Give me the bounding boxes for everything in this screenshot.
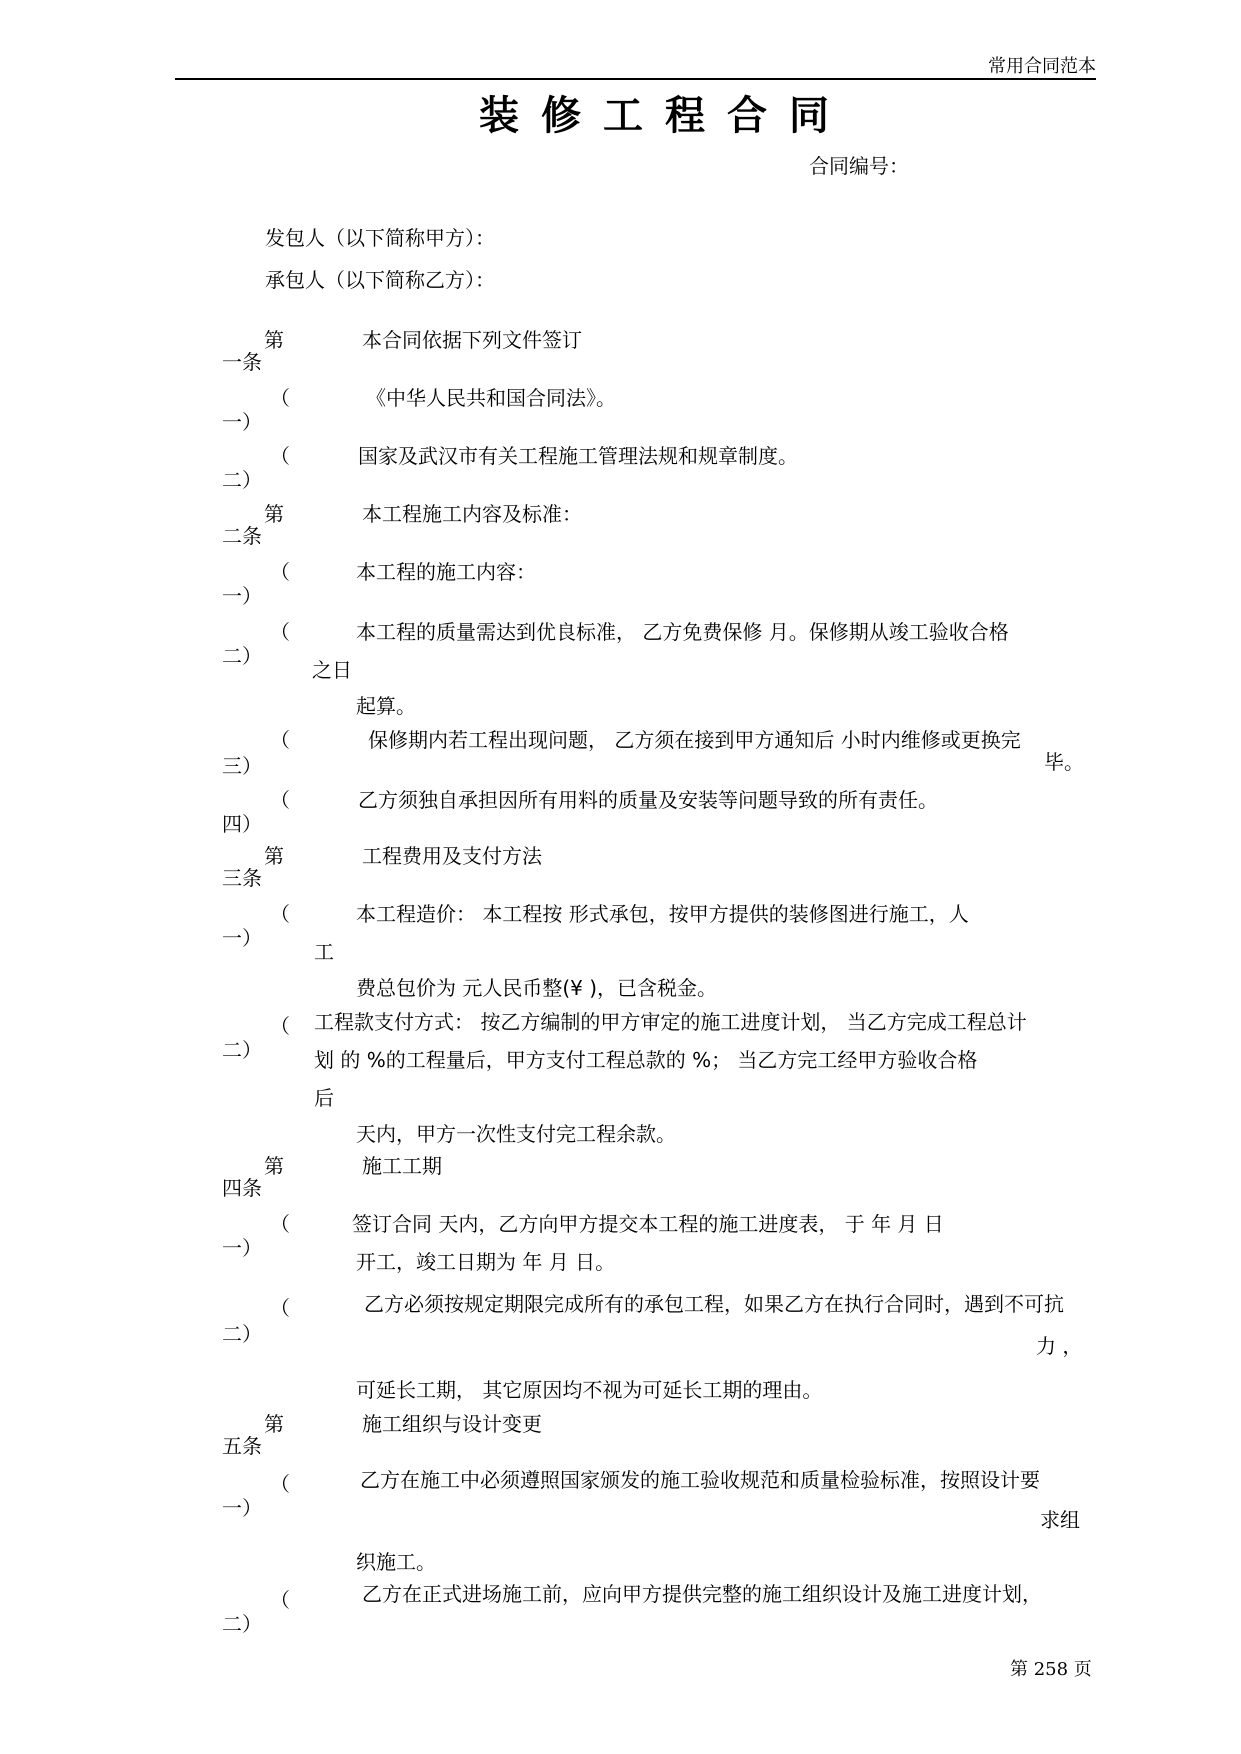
article-3-num-bottom: 三条 <box>222 866 262 890</box>
a2-item-4-num-top: （ <box>270 788 290 812</box>
a2-item-2-line-1: 本工程的质量需达到优良标准， 乙方免费保修 月。保修期从竣工验收合格 <box>356 620 1009 644</box>
a2-item-1-text: 本工程的施工内容： <box>356 560 536 584</box>
article-4-num-top: 第 <box>264 1154 284 1178</box>
a3-item-1-line-3: 费总包价为 元人民币整(¥ )，已含税金。 <box>356 976 718 1000</box>
a2-item-2-num-bottom: 二） <box>222 644 262 668</box>
contract-number-label: 合同编号： <box>809 154 909 178</box>
a3-item-2-line-3: 后 <box>314 1086 334 1110</box>
a4-item-2-line-3: 可延长工期， 其它原因均不视为可延长工期的理由。 <box>356 1378 823 1402</box>
a4-item-1-num-bottom: 一） <box>222 1236 262 1260</box>
a5-item-2-num-bottom: 二） <box>222 1612 262 1636</box>
a3-item-1-line-2: 工 <box>314 940 334 964</box>
a4-item-1-num-top: （ <box>270 1212 290 1236</box>
a2-item-2-num-top: （ <box>270 620 290 644</box>
a2-item-1-num-bottom: 一） <box>222 584 262 608</box>
page-number: 第 258 页 <box>1010 1659 1092 1680</box>
article-2-num-top: 第 <box>264 502 284 526</box>
article-1-heading: 本合同依据下列文件签订 <box>362 328 582 352</box>
a1-item-2-text: 国家及武汉市有关工程施工管理法规和规章制度。 <box>358 444 798 468</box>
a2-item-3-num-bottom: 三） <box>222 754 262 778</box>
article-1-num-top: 第 <box>264 328 284 352</box>
a2-item-2-line-2: 之日 <box>312 658 352 682</box>
a3-item-2-line-2: 划 的 %的工程量后，甲方支付工程总款的 %； 当乙方完工经甲方验收合格 <box>314 1048 978 1072</box>
a5-item-1-line-3: 织施工。 <box>356 1550 436 1574</box>
article-3-heading: 工程费用及支付方法 <box>362 844 542 868</box>
article-2-heading: 本工程施工内容及标准： <box>362 502 582 526</box>
article-1-num-bottom: 一条 <box>222 350 262 374</box>
article-4-heading: 施工工期 <box>362 1154 442 1178</box>
a1-item-2-num-bottom: 二） <box>222 468 262 492</box>
a3-item-2-num-top: （ <box>270 1014 290 1038</box>
article-5-num-bottom: 五条 <box>222 1434 262 1458</box>
a3-item-2-line-4: 天内，甲方一次性支付完工程余款。 <box>356 1122 676 1146</box>
document-title: 装修工程合同 <box>479 93 851 139</box>
a2-item-3-line-1: 保修期内若工程出现问题， 乙方须在接到甲方通知后 小时内维修或更换完 <box>368 728 1021 752</box>
a4-item-1-line-1: 签订合同 天内，乙方向甲方提交本工程的施工进度表， 于 年 月 日 <box>352 1212 944 1236</box>
article-4-num-bottom: 四条 <box>222 1176 262 1200</box>
a2-item-4-text: 乙方须独自承担因所有用料的质量及安装等问题导致的所有责任。 <box>358 788 938 812</box>
a5-item-1-line-1: 乙方在施工中必须遵照国家颁发的施工验收规范和质量检验标准，按照设计要 <box>360 1468 1040 1492</box>
a5-item-1-line-2: 求组 <box>1040 1508 1080 1532</box>
a1-item-1-text: 《中华人民共和国合同法》。 <box>366 386 616 410</box>
running-header: 常用合同范本 <box>988 56 1096 77</box>
article-5-heading: 施工组织与设计变更 <box>362 1412 542 1436</box>
a4-item-2-num-bottom: 二） <box>222 1322 262 1346</box>
a5-item-1-num-bottom: 一） <box>222 1496 262 1520</box>
a2-item-3-line-2: 毕。 <box>1044 750 1084 774</box>
a1-item-2-num-top: （ <box>270 444 290 468</box>
contractor-line: 承包人（以下简称乙方）： <box>265 268 495 292</box>
article-2-num-bottom: 二条 <box>222 524 262 548</box>
a3-item-1-num-bottom: 一） <box>222 926 262 950</box>
a3-item-2-line-1: 工程款支付方式： 按乙方编制的甲方审定的施工进度计划， 当乙方完成工程总计 <box>314 1010 1027 1034</box>
a4-item-2-line-2: 力 ， <box>1036 1334 1083 1358</box>
a4-item-1-line-2: 开工，竣工日期为 年 月 日。 <box>356 1250 616 1274</box>
header-rule <box>175 78 1096 80</box>
a5-item-1-num-top: （ <box>270 1472 290 1496</box>
a3-item-2-num-bottom: 二） <box>222 1038 262 1062</box>
a1-item-1-num-top: （ <box>270 386 290 410</box>
a1-item-1-num-bottom: 一） <box>222 410 262 434</box>
article-3-num-top: 第 <box>264 844 284 868</box>
a5-item-2-num-top: （ <box>270 1588 290 1612</box>
a2-item-4-num-bottom: 四） <box>222 812 262 836</box>
a3-item-1-line-1: 本工程造价： 本工程按 形式承包，按甲方提供的装修图进行施工，人 <box>356 902 969 926</box>
a5-item-2-text: 乙方在正式进场施工前，应向甲方提供完整的施工组织设计及施工进度计划， <box>362 1582 1042 1606</box>
a2-item-3-num-top: （ <box>270 728 290 752</box>
article-5-num-top: 第 <box>264 1412 284 1436</box>
a4-item-2-num-top: （ <box>270 1296 290 1320</box>
employer-line: 发包人（以下简称甲方）： <box>265 226 495 250</box>
a4-item-2-line-1: 乙方必须按规定期限完成所有的承包工程，如果乙方在执行合同时，遇到不可抗 <box>364 1292 1064 1316</box>
a3-item-1-num-top: （ <box>270 902 290 926</box>
a2-item-2-line-3: 起算。 <box>356 694 416 718</box>
a2-item-1-num-top: （ <box>270 560 290 584</box>
